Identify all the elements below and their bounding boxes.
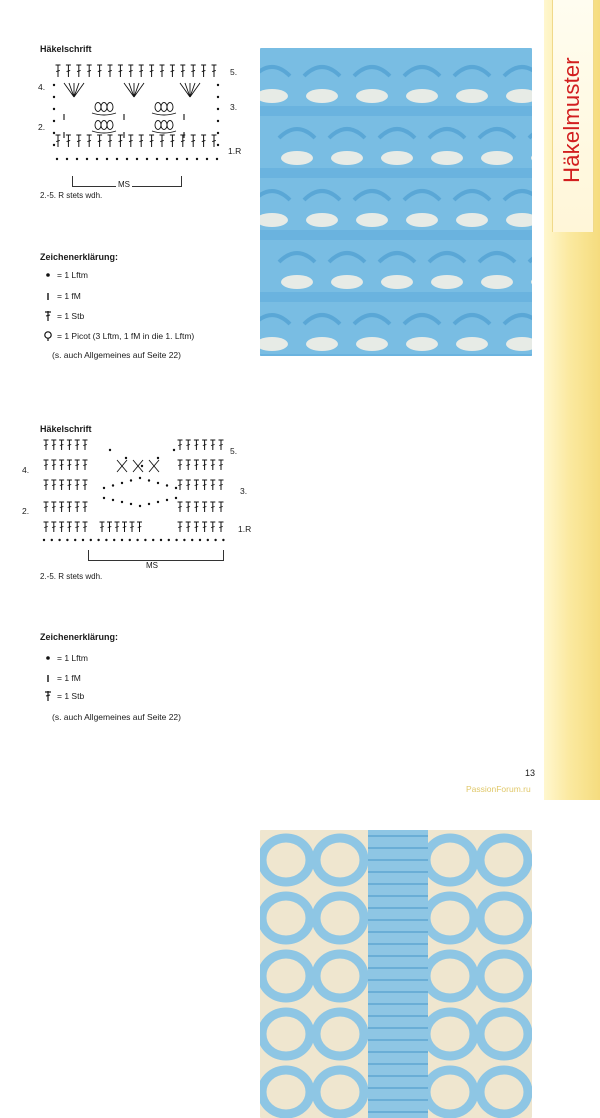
repeat-label: MS [118,180,130,189]
chain-dot-icon [42,652,54,664]
row-label-4: 4. [22,465,30,475]
diagram-title: Häkelschrift [40,424,92,434]
diagram-symbols [43,440,225,541]
picot-icon [42,330,54,342]
pattern-section-1 [0,0,544,400]
single-crochet-bar-icon [42,672,54,684]
legend-item: = 1 Lftm [42,652,88,664]
row-label-3: 3. [240,486,248,496]
row-label-1: 1.R [228,146,242,156]
row-label-4: 4. [38,82,46,92]
crochet-diagram [52,55,220,167]
sidebar-title: Häkelmuster [559,57,584,183]
reference-note: (s. auch Allgemeines auf Seite 22) [52,712,181,722]
row-label-5: 5. [230,67,238,77]
page-number: 13 [525,768,536,778]
row-label-2: 2. [38,122,46,132]
reference-note: (s. auch Allgemeines auf Seite 22) [52,350,181,360]
pattern-section-2 [0,400,544,800]
row-label-3: 3. [230,102,238,112]
single-crochet-bar-icon [42,290,54,302]
double-crochet-icon [42,690,54,702]
row-label-2: 2. [22,506,30,516]
repeat-label: MS [146,561,158,570]
legend-item: = 1 Stb [42,690,84,702]
crochet-sample-photo [260,830,532,1118]
repeat-bracket [88,550,224,561]
double-crochet-icon [42,310,54,322]
legend-item: = 1 Stb [42,310,84,322]
legend-item: = 1 Picot (3 Lftm, 1 fM in die 1. Lftm) [42,330,194,342]
row-label-5: 5. [230,446,238,456]
chain-dot-icon [42,269,54,281]
legend-item: = 1 fM [42,672,81,684]
legend-item: = 1 Lftm [42,269,88,281]
legend-title: Zeichenerklärung: [40,252,119,262]
repeat-note: 2.-5. R stets wdh. [40,191,103,200]
row-label-1: 1.R [238,524,252,534]
watermark: PassionForum.ru [466,784,531,794]
diagram-symbols [53,65,219,160]
crochet-diagram [40,436,230,544]
legend-title: Zeichenerklärung: [40,632,119,642]
legend-item: = 1 fM [42,290,81,302]
crochet-sample-photo [260,48,532,356]
diagram-title: Häkelschrift [40,44,92,54]
repeat-note: 2.-5. R stets wdh. [40,572,103,581]
